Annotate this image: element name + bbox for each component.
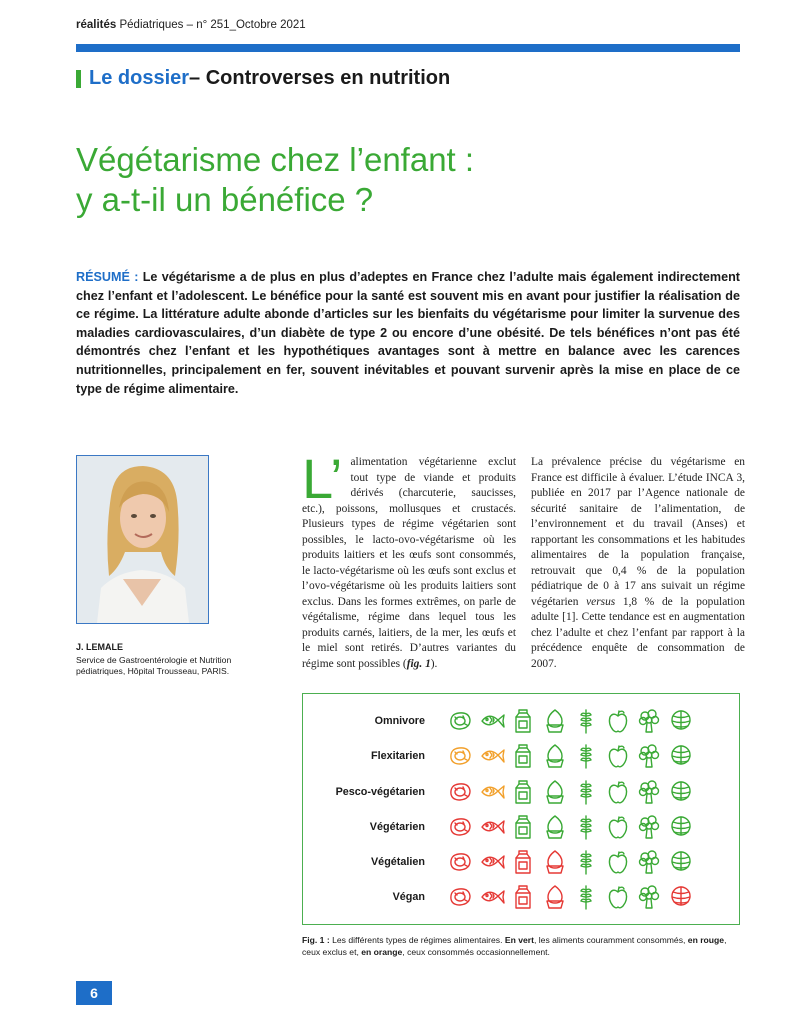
apple-icon	[605, 707, 631, 735]
col1-text: alimentation végétarienne exclut tout type de viande et produits dérivés (charcuterie, saucisses, etc.), poissons, mollusques et crustacés. Plusieurs types de régime végétarien sont possibles, le lacto-ovo-végétarisme où les produits laitiers et les œufs sont consommés, le lacto-végétarisme où les œufs sont exclus et l’ovo-végétarisme où les produits laitiers sont exclus. Dans les formes extrêmes, on parle de végétalisme, régime dans lequel tous les produits carnés, laitiers, de la mer, les œufs et le miel sont retirés. D’autres variantes du régime sont possibles (	[302, 456, 516, 670]
body-column-2	[531, 455, 745, 672]
egg-icon	[542, 707, 568, 735]
fish-icon	[479, 813, 505, 841]
fish-icon	[479, 778, 505, 806]
col2-text-a: La prévalence précise du végétarisme en France est difficile à évaluer. L’étude INCA 3, publiée en 2017 par l’Agence nationale de sécurité sanitaire de l’alimentation, de l’environnement et du travail (Anses) et rapportant les consommations et les habitudes alimentaires de la population française, retrouvait que 0,4 % de la population pédiatrique de 0 à 17 ans suivait un régime végétarien	[531, 456, 745, 608]
diet-row	[303, 813, 739, 843]
egg-icon	[542, 742, 568, 770]
figure-reference: fig. 1	[406, 657, 431, 670]
caption-text: , les aliments couramment consommés,	[534, 935, 688, 945]
meat-icon	[447, 778, 473, 806]
apple-icon	[605, 848, 631, 876]
author-photo	[76, 455, 209, 624]
apple-icon	[605, 813, 631, 841]
figure-caption	[302, 934, 742, 958]
diet-label: Omnivore	[374, 715, 425, 727]
fish-icon	[479, 707, 505, 735]
broccoli-icon	[636, 813, 662, 841]
milk-icon	[510, 848, 536, 876]
honey-icon	[668, 707, 694, 735]
wheat-icon	[573, 778, 599, 806]
diet-row	[303, 883, 739, 913]
meat-icon	[447, 707, 473, 735]
fish-icon	[479, 883, 505, 911]
col2-text-b: 1,8 % de la population adulte [1]. Cette tendance est en augmentation chez l’adulte et chez l’enfant par rapport à la précédence enquête de consommation de 2007.	[531, 595, 745, 670]
broccoli-icon	[636, 848, 662, 876]
col1-end: ).	[430, 657, 438, 670]
honey-icon	[668, 742, 694, 770]
caption-text: , ceux exclus et,	[302, 935, 727, 957]
meat-icon	[447, 848, 473, 876]
dossier-topic: – Controverses en nutrition	[189, 67, 451, 89]
caption-green: En vert	[504, 935, 534, 945]
fish-icon	[479, 742, 505, 770]
egg-icon	[542, 883, 568, 911]
diet-label: Flexitarien	[370, 750, 425, 762]
diet-row	[303, 778, 739, 808]
diet-label: Végan	[392, 891, 425, 903]
wheat-icon	[573, 742, 599, 770]
wheat-icon	[573, 707, 599, 735]
caption-red: en rouge	[687, 935, 725, 945]
author-name: J. LEMALE	[76, 642, 124, 652]
drop-cap: L’	[302, 447, 343, 510]
broccoli-icon	[636, 707, 662, 735]
milk-icon	[510, 742, 536, 770]
wheat-icon	[573, 883, 599, 911]
egg-icon	[542, 778, 568, 806]
diet-row	[303, 742, 739, 772]
author-portrait	[77, 456, 208, 623]
milk-icon	[510, 707, 536, 735]
diet-label: Végétalien	[370, 856, 425, 868]
journal-name: réalités	[76, 19, 117, 31]
broccoli-icon	[636, 883, 662, 911]
author-block	[76, 642, 276, 677]
apple-icon	[605, 883, 631, 911]
dossier-label: Le dossier	[89, 67, 190, 89]
col2-versus: versus	[586, 595, 616, 608]
diet-row	[303, 707, 739, 737]
diet-label: Végétarien	[369, 821, 425, 833]
diet-label: Pesco-végétarien	[335, 786, 425, 798]
caption-text: , ceux consommés occasionnellement.	[402, 947, 550, 957]
section-heading	[76, 67, 450, 90]
top-rule	[76, 44, 740, 52]
honey-icon	[668, 883, 694, 911]
running-header	[76, 19, 306, 31]
article-title	[76, 140, 736, 220]
meat-icon	[447, 813, 473, 841]
abstract-label: RÉSUMÉ :	[76, 270, 139, 284]
milk-icon	[510, 883, 536, 911]
broccoli-icon	[636, 778, 662, 806]
milk-icon	[510, 813, 536, 841]
caption-text: Les différents types de régimes alimentaires.	[329, 935, 505, 945]
egg-icon	[542, 813, 568, 841]
issue-info: Pédiatriques – n° 251_Octobre 2021	[116, 19, 306, 31]
caption-fig: Fig. 1 :	[302, 935, 330, 945]
caption-orange: en orange	[361, 947, 403, 957]
page-number: 6	[76, 981, 112, 1005]
milk-icon	[510, 778, 536, 806]
author-affiliation: Service de Gastroentérologie et Nutrition pédiatriques, Hôpital Trousseau, PARIS.	[76, 655, 232, 676]
diet-figure	[302, 693, 740, 925]
section-marker	[76, 70, 81, 88]
broccoli-icon	[636, 742, 662, 770]
wheat-icon	[573, 848, 599, 876]
meat-icon	[447, 742, 473, 770]
title-line-1: Végétarisme chez l’enfant :	[76, 141, 475, 178]
body-column-1	[302, 447, 516, 672]
honey-icon	[668, 848, 694, 876]
abstract	[76, 268, 740, 398]
honey-icon	[668, 813, 694, 841]
diet-row	[303, 848, 739, 878]
egg-icon	[542, 848, 568, 876]
apple-icon	[605, 742, 631, 770]
abstract-text: Le végétarisme a de plus en plus d’adeptes en France chez l’adulte mais également indirectement chez l’enfant et l’adolescent. Le bénéfice pour la santé est souvent mis en avant pour justifier la réalisation de ce régime. La littérature adulte abonde d’articles sur les bienfaits du végétarisme pour limiter la survenue des maladies cardiovasculaires, d’un diabète de type 2 ou encore d’une obésité. De tels bénéfices n’ont pas été démontrés chez l’enfant et les hypothétiques avantages sont à mettre en balance avec les carences nutritionnelles, principalement en fer, souvent inévitables et pouvant survenir après la mise en place de ce type de régime alimentaire.	[76, 270, 741, 396]
fish-icon	[479, 848, 505, 876]
meat-icon	[447, 883, 473, 911]
apple-icon	[605, 778, 631, 806]
wheat-icon	[573, 813, 599, 841]
honey-icon	[668, 778, 694, 806]
title-line-2: y a-t-il un bénéfice ?	[76, 181, 374, 218]
